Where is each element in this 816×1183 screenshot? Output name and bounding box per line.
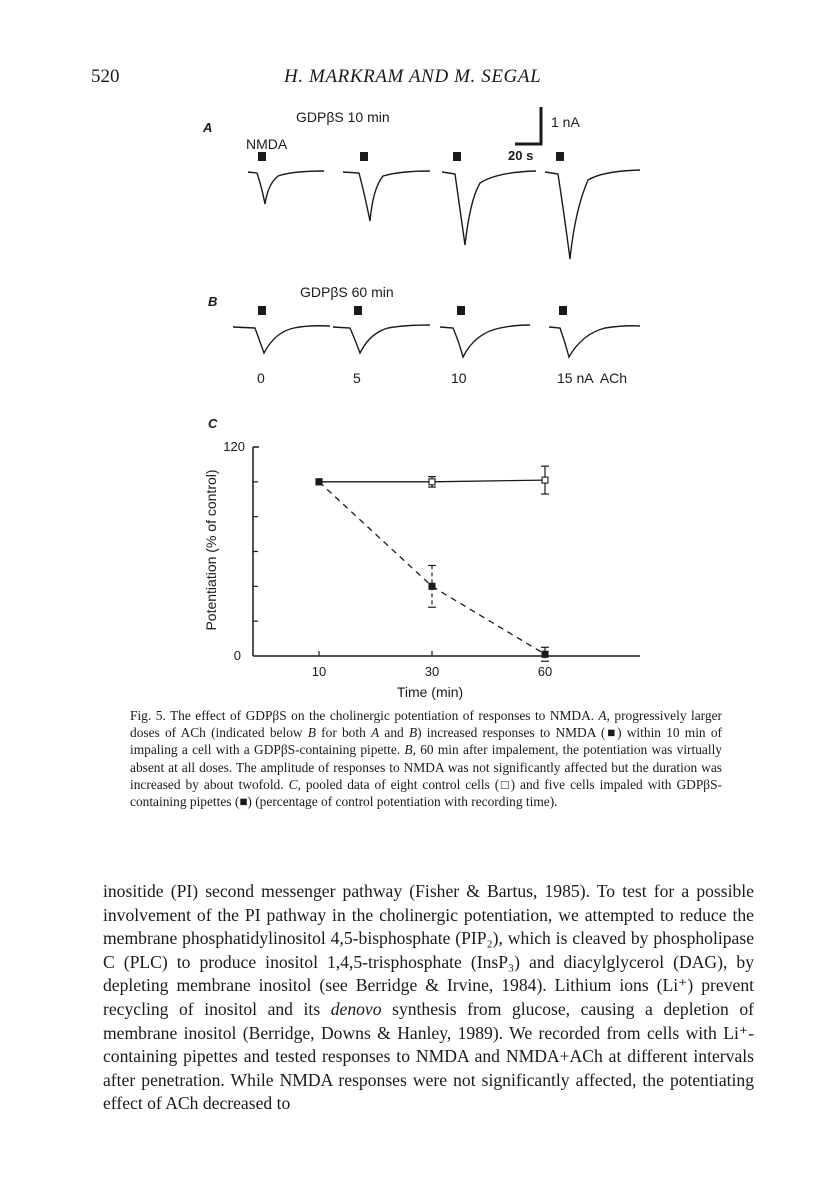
caption-text: Fig. 5. The effect of GDPβS on the cholinergic potentiation of responses to NMDA. [130, 708, 595, 723]
stim-marker-a2 [360, 152, 368, 161]
stim-marker-b1 [258, 306, 266, 315]
trace-a-15nA [545, 170, 640, 259]
trace-a-5nA [343, 171, 430, 221]
y-tick-label: 120 [223, 439, 245, 454]
stim-marker-a3 [453, 152, 461, 161]
dose-label: 10 [451, 370, 467, 386]
page-number: 520 [91, 66, 120, 87]
stim-marker-a1 [258, 152, 266, 161]
panel-b-traces [233, 325, 640, 357]
trace-a-10nA [442, 171, 536, 245]
open-square-marker [542, 477, 548, 483]
trace-b-10nA [440, 325, 530, 357]
dose-label: 0 [257, 370, 265, 386]
filled-square-marker [316, 479, 322, 485]
filled-square-marker [429, 583, 435, 589]
panel-b-title: GDPβS 60 min [300, 284, 394, 300]
scale-bar [515, 107, 541, 144]
scale-current-label: 1 nA [551, 114, 580, 130]
caption-panel-ref: B [307, 725, 316, 741]
running-title: H. MARKRAM AND M. SEGAL [284, 66, 542, 87]
body-text: inositide (PI) second messenger pathway (Fisher & Bartus, 1985). To test for a possible involvement of the PI pathway in the cholinergic potentiation, we attempted to reduce the membrane phosphatidylinositol 4,5-bisphosphate (PIP₂), which is cleaved by phospholipase C (PLC) to produce inositol 1,4,5-trisphosphate (InsP₃) and diacylglycerol (DAG), by depleting membrane inositol (see Berridge & Irvine, 1984). Lithium ions (Li⁺) prevent recycling of inositol and its [103, 881, 754, 1019]
stim-marker-b3 [457, 306, 465, 315]
panel-a-title: GDPβS 10 min [296, 109, 390, 125]
caption-text: for both [315, 725, 371, 741]
body-text: synthesis from glucose, causing a depletion of membrane inositol (Berridge, Downs & Hanley, 1989). We recorded from cells with Li⁺-containing pipettes and tested responses to NMDA and NMDA+ACh at different intervals after penetration. While NMDA responses were not significantly affected, the potentiating effect of ACh decreased to [103, 998, 755, 1114]
x-axis-label: Time (min) [396, 684, 464, 700]
figure-caption [130, 707, 722, 810]
caption-panel-ref: A [371, 725, 380, 741]
caption-text: and [379, 725, 409, 741]
panel-a-traces [248, 170, 640, 259]
y-tick-label: 0 [233, 648, 241, 663]
potentiation-chart [203, 439, 640, 700]
caption-panel-ref: C, [283, 776, 301, 792]
panel-a-letter: A [203, 120, 213, 135]
caption-panel-ref: B, [400, 742, 416, 758]
dose-labels [257, 370, 627, 386]
trace-b-15nA [549, 326, 640, 357]
body-paragraph [103, 880, 754, 1116]
caption-text: ) increased responses to NMDA (■) within 10 min of impaling a cell with a GDPβS-containing pipette. [130, 725, 722, 758]
dose-label: 5 [353, 370, 361, 386]
stim-marker-b4 [559, 306, 567, 315]
panel-b-stim-markers [258, 306, 567, 315]
trace-a-0nA [248, 171, 324, 204]
x-tick-label: 60 [537, 664, 553, 679]
filled-square-marker [542, 651, 548, 657]
stim-marker-a4 [556, 152, 564, 161]
caption-panel-ref: A, [594, 708, 610, 723]
nmda-label: NMDA [246, 136, 288, 152]
caption-panel-ref: B [408, 725, 418, 741]
trace-b-0nA [233, 326, 330, 353]
panel-b-letter: B [208, 294, 218, 309]
x-tick-label: 30 [424, 664, 440, 679]
x-tick-label: 10 [311, 664, 327, 679]
stim-marker-b2 [354, 306, 362, 315]
dose-label: 15 nA ACh [557, 370, 628, 386]
scale-time-label: 20 s [508, 148, 534, 163]
trace-b-5nA [333, 325, 430, 353]
open-square-marker [429, 479, 435, 485]
caption-text: pooled data of eight control cells (□) and five cells impaled with GDPβS-containing pipettes (■) (percentage of control potentiation with recording time). [130, 776, 722, 810]
body-text-italic: denovo [330, 998, 382, 1019]
y-axis-label: Potentiation (% of control) [203, 469, 219, 631]
panel-c-letter: C [208, 416, 218, 431]
caption-text: progressively larger doses of ACh (indicated below [130, 708, 722, 741]
caption-text: 60 min after impalement, the potentiation was virtually absent at all doses. The amplitude of responses to NMDA was not significantly affected but the duration was increased by about twofold. [130, 742, 723, 792]
